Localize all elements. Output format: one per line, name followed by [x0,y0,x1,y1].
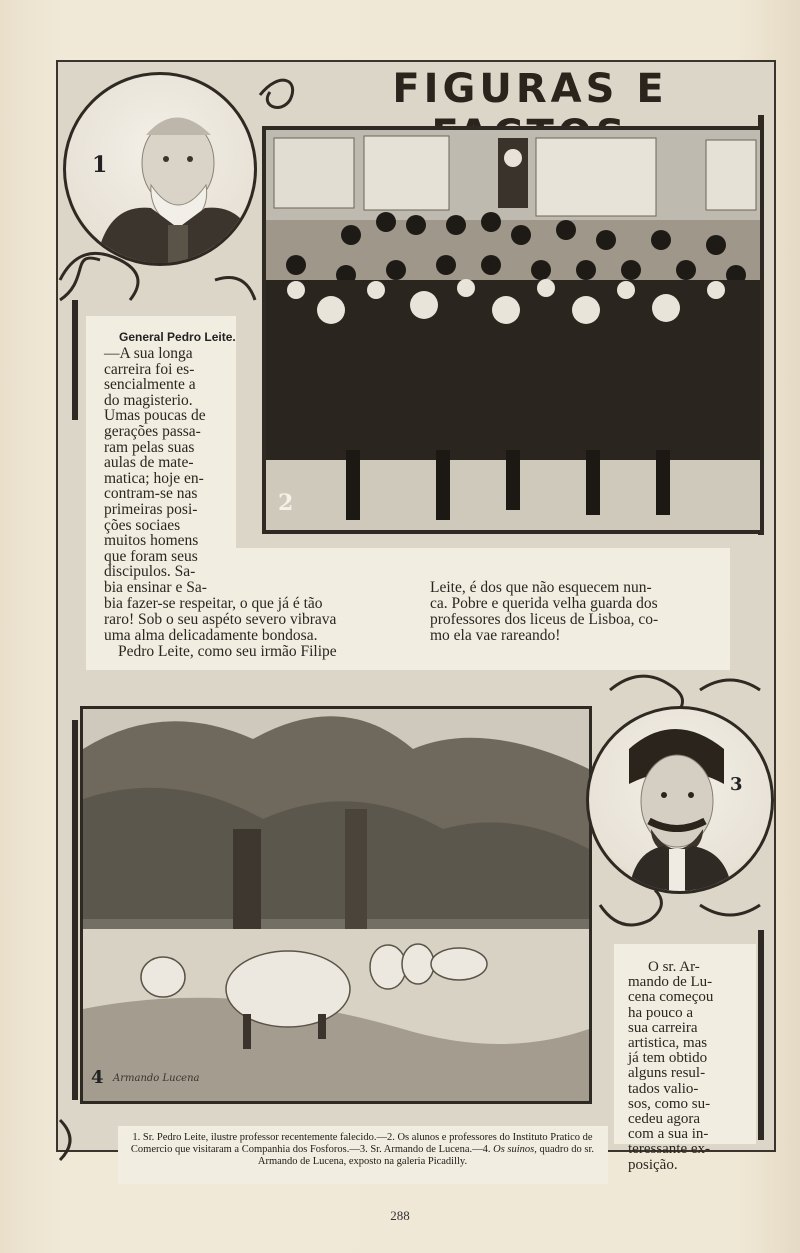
article1-line: bia fazer-se respeitar, o que já é tão [104,595,323,612]
class-group-image [266,130,760,530]
caption-text-2: quadro do sr. Armando de Lucena, exposto na galeria Picadilly. [257,1144,595,1167]
article1-line: Leite, é dos que não esquecem nun- [430,579,652,596]
article1-line: ções sociaes [104,516,181,534]
article1-line: aulas de mate- [104,454,194,472]
article1-line: que foram seus [104,547,198,565]
painting-4-number: 4 [91,1067,104,1088]
article1-line: mo ela vae rareando! [430,627,561,644]
article1-line: Umas poucas de [104,407,206,425]
article1-line: uma alma delicadamente bondosa. [104,627,318,644]
article2-line: sua carreira [628,1019,698,1036]
article1-right-wide-column [430,580,720,644]
article2-line: artistica, mas [628,1035,708,1052]
article1-line: carreira foi es- [104,360,195,378]
article2-line: sos, como su- [628,1095,711,1112]
page-number: 288 [390,1208,410,1223]
article1-line: Pedro Leite, como seu irmão Filipe [118,643,337,660]
article2-line: ha pouco a [628,1004,693,1021]
article1-line: muitos homens [104,532,199,550]
article2-line: alguns resul- [628,1065,706,1082]
figure-caption [130,1132,595,1168]
article1-line: contram-se nas [104,485,198,503]
painting-signature: Armando Lucena [113,1073,200,1084]
article2-line: O sr. Ar- [648,959,700,975]
photo-class-group [262,126,764,534]
painting-os-suinos [80,706,592,1104]
article1-line: gerações passa- [104,422,201,440]
article2-line: já tem obtido [628,1050,708,1067]
article1-left-wide-column [104,596,404,660]
article1-line: raro! Sob o seu aspéto severo vibrava [104,611,337,628]
caption-italic-title: Os suinos, [493,1144,537,1155]
article1-line: bia ensinar e Sa- [104,578,207,596]
article2-line: cedeu agora [628,1111,701,1128]
painting-image [83,709,589,1101]
article1-line: sencialmente a [104,376,196,394]
caption-text-1: 1. Sr. Pedro Leite, ilustre professor recentemente falecido.—2. Os alunos e professores do Instituto Pratico de Comercio que visitaram a Companhia dos Fosforos.—3. Sr. Armando de Lucena.—4. [130,1132,593,1155]
portrait-armando-de-lucena [586,706,774,894]
article2-line: com a sua in- [628,1126,709,1143]
portrait-3-number: 3 [730,774,743,795]
article1-line: discipulos. Sa- [104,563,196,581]
article1-line: ram pelas suas [104,438,195,456]
article1-line: primeiras posi- [104,500,198,518]
article1-line: —A sua longa [104,345,193,362]
article2-line: mando de Lu- [628,974,713,991]
portrait-1-number: 1 [92,152,108,178]
article1-line: professores dos liceus de Lisboa, co- [430,611,659,628]
photo-2-number: 2 [278,490,294,516]
article1-line: ca. Pobre e querida velha guarda dos [430,595,658,612]
portrait-3-image [589,709,771,891]
article1-narrow-column [104,346,234,596]
article1-heading: General Pedro Leite. [119,330,236,344]
article2-line: tados valio- [628,1080,699,1097]
article2-column [628,960,746,1173]
article2-line: teressante ex- [628,1141,711,1158]
article1-line: matica; hoje en- [104,469,204,487]
article2-line: posição. [628,1156,678,1173]
article1-line: do magisterio. [104,391,193,409]
page-title: FIGURAS E [392,66,668,112]
article2-line: cena começou [628,989,714,1006]
